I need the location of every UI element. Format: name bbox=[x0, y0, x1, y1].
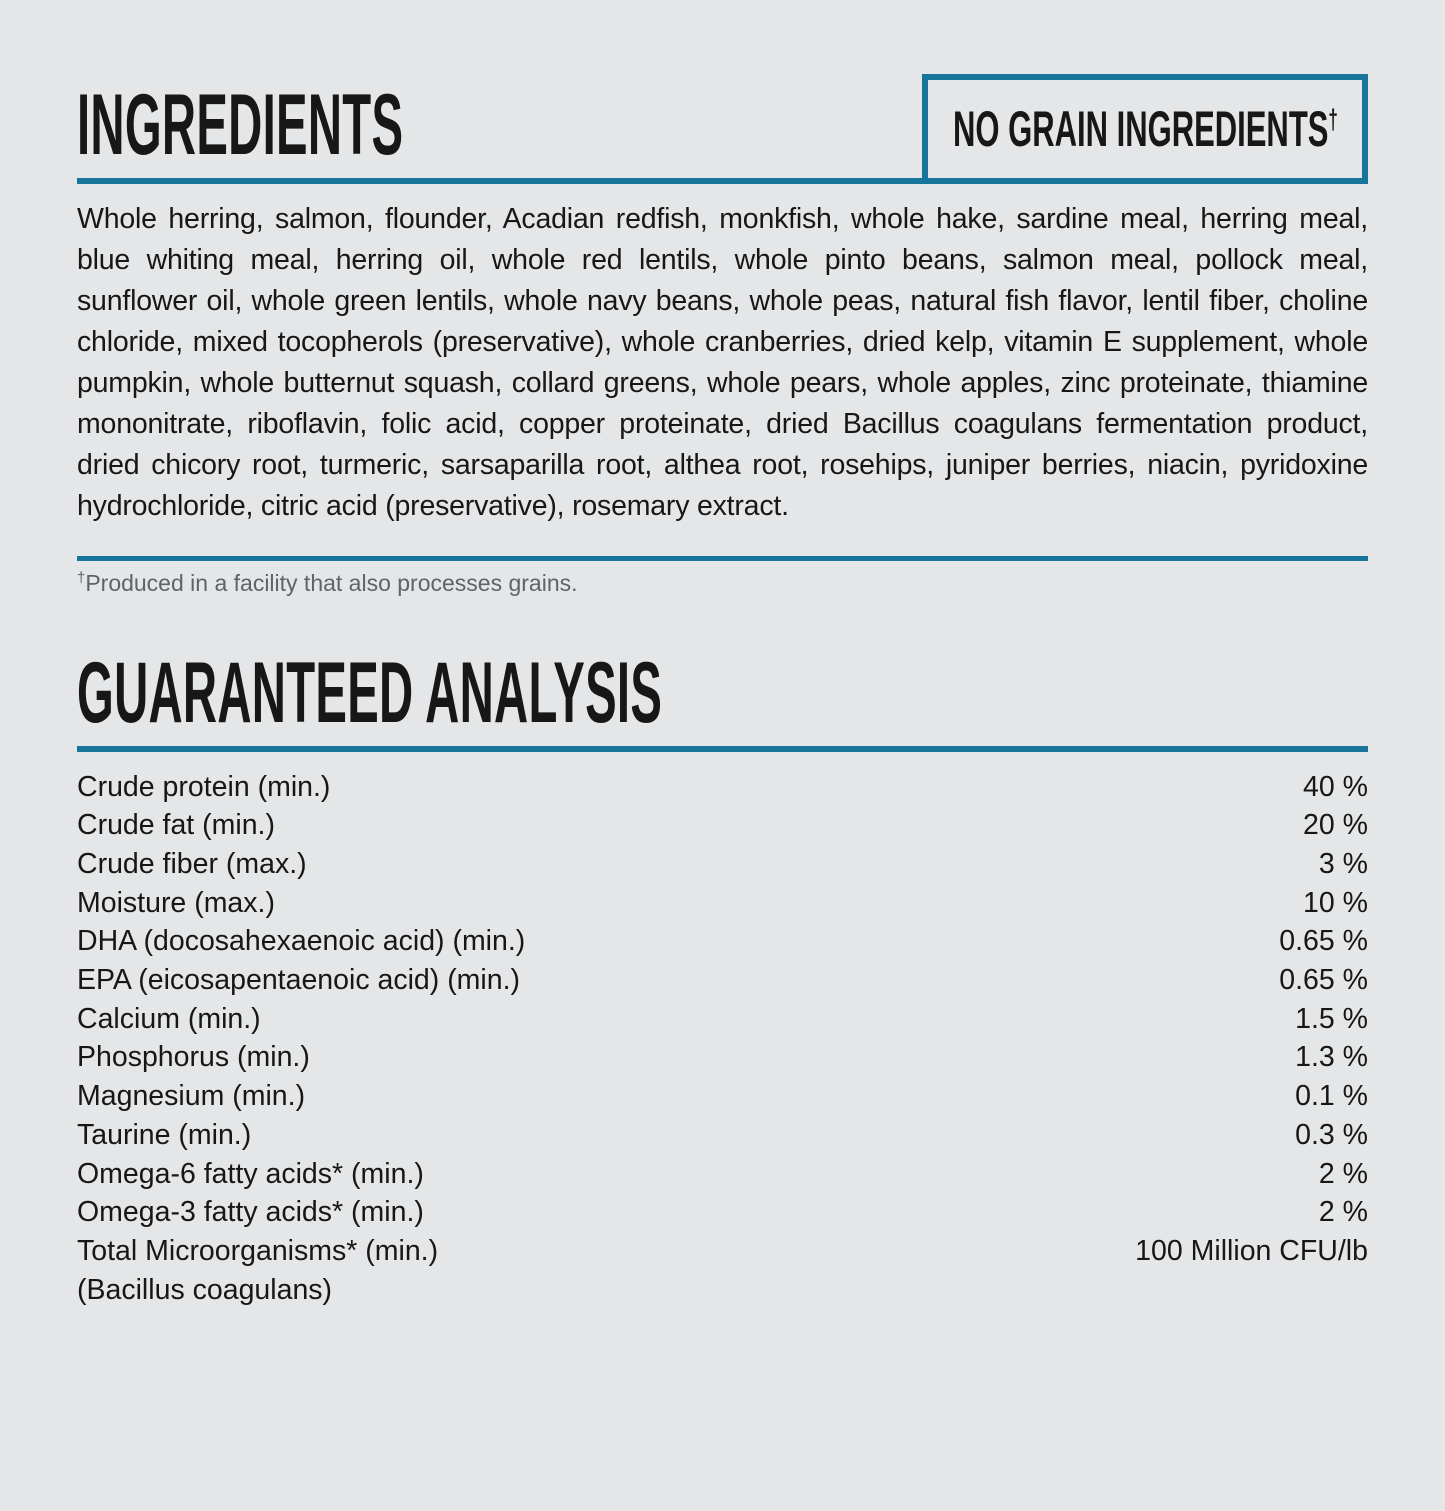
analysis-row-value: 2 % bbox=[1318, 1196, 1368, 1229]
analysis-header bbox=[77, 644, 1368, 752]
analysis-row bbox=[77, 806, 1368, 845]
analysis-row bbox=[77, 1116, 1368, 1155]
analysis-row-value: 0.65 % bbox=[1279, 925, 1368, 958]
analysis-row-label: Omega-3 fatty acids* (min.) bbox=[77, 1196, 424, 1229]
footnote-divider bbox=[77, 556, 1368, 561]
analysis-row-label: Phosphorus (min.) bbox=[77, 1041, 310, 1074]
footnote-dagger-symbol: † bbox=[77, 568, 86, 586]
analysis-title bbox=[77, 644, 1141, 741]
analysis-row bbox=[77, 961, 1368, 1000]
dagger-symbol: † bbox=[1327, 103, 1338, 135]
analysis-row-label: Crude fat (min.) bbox=[77, 809, 275, 842]
analysis-row-value: 20 % bbox=[1303, 809, 1368, 842]
analysis-table bbox=[77, 768, 1368, 1310]
analysis-row bbox=[77, 1193, 1368, 1232]
analysis-row-label: Magnesium (min.) bbox=[77, 1080, 306, 1113]
analysis-row-value: 2 % bbox=[1318, 1157, 1368, 1190]
analysis-row bbox=[77, 884, 1368, 923]
analysis-row-label: Calcium (min.) bbox=[77, 1002, 261, 1035]
analysis-row bbox=[77, 768, 1368, 807]
analysis-row-label: (Bacillus coagulans) bbox=[77, 1273, 333, 1306]
analysis-row-label: Moisture (max.) bbox=[77, 886, 275, 919]
analysis-row-value: 0.3 % bbox=[1295, 1118, 1368, 1151]
analysis-row bbox=[77, 1077, 1368, 1116]
analysis-row-value: 0.65 % bbox=[1279, 964, 1368, 997]
analysis-row-label: DHA (docosahexaenoic acid) (min.) bbox=[77, 925, 526, 958]
analysis-title-text: GUARANTEED ANALYSIS bbox=[77, 644, 663, 741]
analysis-row-label: Crude protein (min.) bbox=[77, 770, 331, 803]
analysis-row-value: 10 % bbox=[1303, 886, 1368, 919]
analysis-row-value: 3 % bbox=[1318, 847, 1368, 880]
analysis-row-label: EPA (eicosapentaenoic acid) (min.) bbox=[77, 964, 521, 997]
analysis-row bbox=[77, 1038, 1368, 1077]
analysis-row bbox=[77, 1271, 1368, 1310]
analysis-row-label: Omega-6 fatty acids* (min.) bbox=[77, 1157, 424, 1190]
analysis-row bbox=[77, 1232, 1368, 1271]
analysis-row bbox=[77, 922, 1368, 961]
analysis-row bbox=[77, 1000, 1368, 1039]
no-grain-badge bbox=[922, 74, 1368, 184]
analysis-row-value: 100 Million CFU/lb bbox=[1135, 1234, 1368, 1267]
analysis-row-label: Total Microorganisms* (min.) bbox=[77, 1234, 439, 1267]
analysis-row-value: 1.5 % bbox=[1295, 1002, 1368, 1035]
no-grain-badge-text bbox=[952, 101, 1338, 157]
ingredients-text: Whole herring, salmon, flounder, Acadian redfish, monkfish, whole hake, sardine meal, herring meal, blue whiting meal, herring oil, whole red lentils, whole pinto beans, salmon meal, pollock meal, sunflower oil, whole green lentils, whole navy beans, whole peas, natural fish flavor, lentil fiber, choline chloride, mixed tocopherols (preservative), whole cranberries, dried kelp, vitamin E supplement, whole pumpkin, whole butternut squash, collard greens, whole pears, whole apples, zinc proteinate, thiamine mononitrate, riboflavin, folic acid, copper proteinate, dried Bacillus coagulans fermentation product, dried chicory root, turmeric, sarsaparilla root, althea root, rosehips, juniper berries, niacin, pyridoxine hydrochloride, citric acid (preservative), rosemary extract. bbox=[77, 203, 1368, 522]
analysis-row bbox=[77, 845, 1368, 884]
no-grain-badge-label: NO GRAIN INGREDIENTS bbox=[952, 101, 1328, 157]
analysis-row-label: Taurine (min.) bbox=[77, 1118, 252, 1151]
footnote-text: Produced in a facility that also processes grains. bbox=[85, 569, 578, 596]
analysis-row-value: 1.3 % bbox=[1295, 1041, 1368, 1074]
analysis-row bbox=[77, 1155, 1368, 1194]
analysis-row-value: 0.1 % bbox=[1295, 1080, 1368, 1113]
footnote bbox=[77, 568, 1368, 598]
ingredients-title-text: INGREDIENTS bbox=[77, 77, 404, 173]
analysis-row-value: 40 % bbox=[1303, 770, 1368, 803]
analysis-row-label: Crude fiber (max.) bbox=[77, 847, 307, 880]
ingredients-title bbox=[77, 77, 670, 173]
ingredients-header bbox=[77, 66, 1368, 184]
label-page bbox=[0, 66, 1445, 1511]
